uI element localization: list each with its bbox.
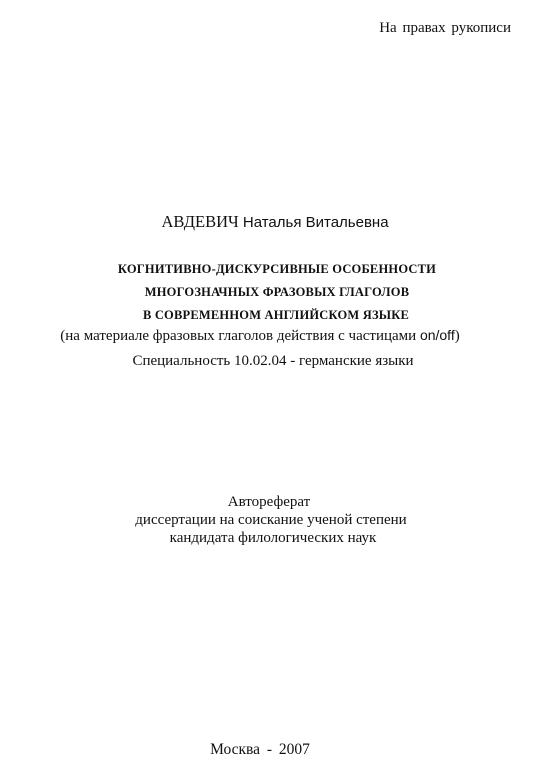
dissertation-title-line-2: МНОГОЗНАЧНЫХ ФРАЗОВЫХ ГЛАГОЛОВ (144, 285, 410, 299)
abstract-label: Автореферат (227, 494, 311, 510)
subtitle-suffix: ) (454, 328, 460, 344)
subtitle-prefix: (на материале фразовых глаголов действия с частицами (60, 328, 420, 344)
subtitle-particles: on/off (419, 327, 455, 343)
dissertation-title-line-3: В СОВРЕМЕННОМ АНГЛИЙСКОМ ЯЗЫКЕ (142, 308, 410, 322)
abstract-field-line: кандидата филологических наук (169, 530, 377, 546)
specialty-line: Специальность 10.02.04 - германские языки (132, 353, 414, 369)
rights-note: На правах рукописи (379, 20, 511, 36)
city-year: Москва - 2007 (210, 741, 310, 758)
author-surname: АВДЕВИЧ (161, 212, 239, 231)
dissertation-title-line-1: КОГНИТИВНО-ДИСКУРСИВНЫЕ ОСОБЕННОСТИ (117, 262, 437, 276)
author-name (3, 214, 544, 231)
abstract-degree-line: диссертации на соискание ученой степени (135, 512, 407, 528)
dissertation-subtitle (0, 328, 532, 344)
author-given-names: Наталья Витальевна (242, 214, 389, 231)
